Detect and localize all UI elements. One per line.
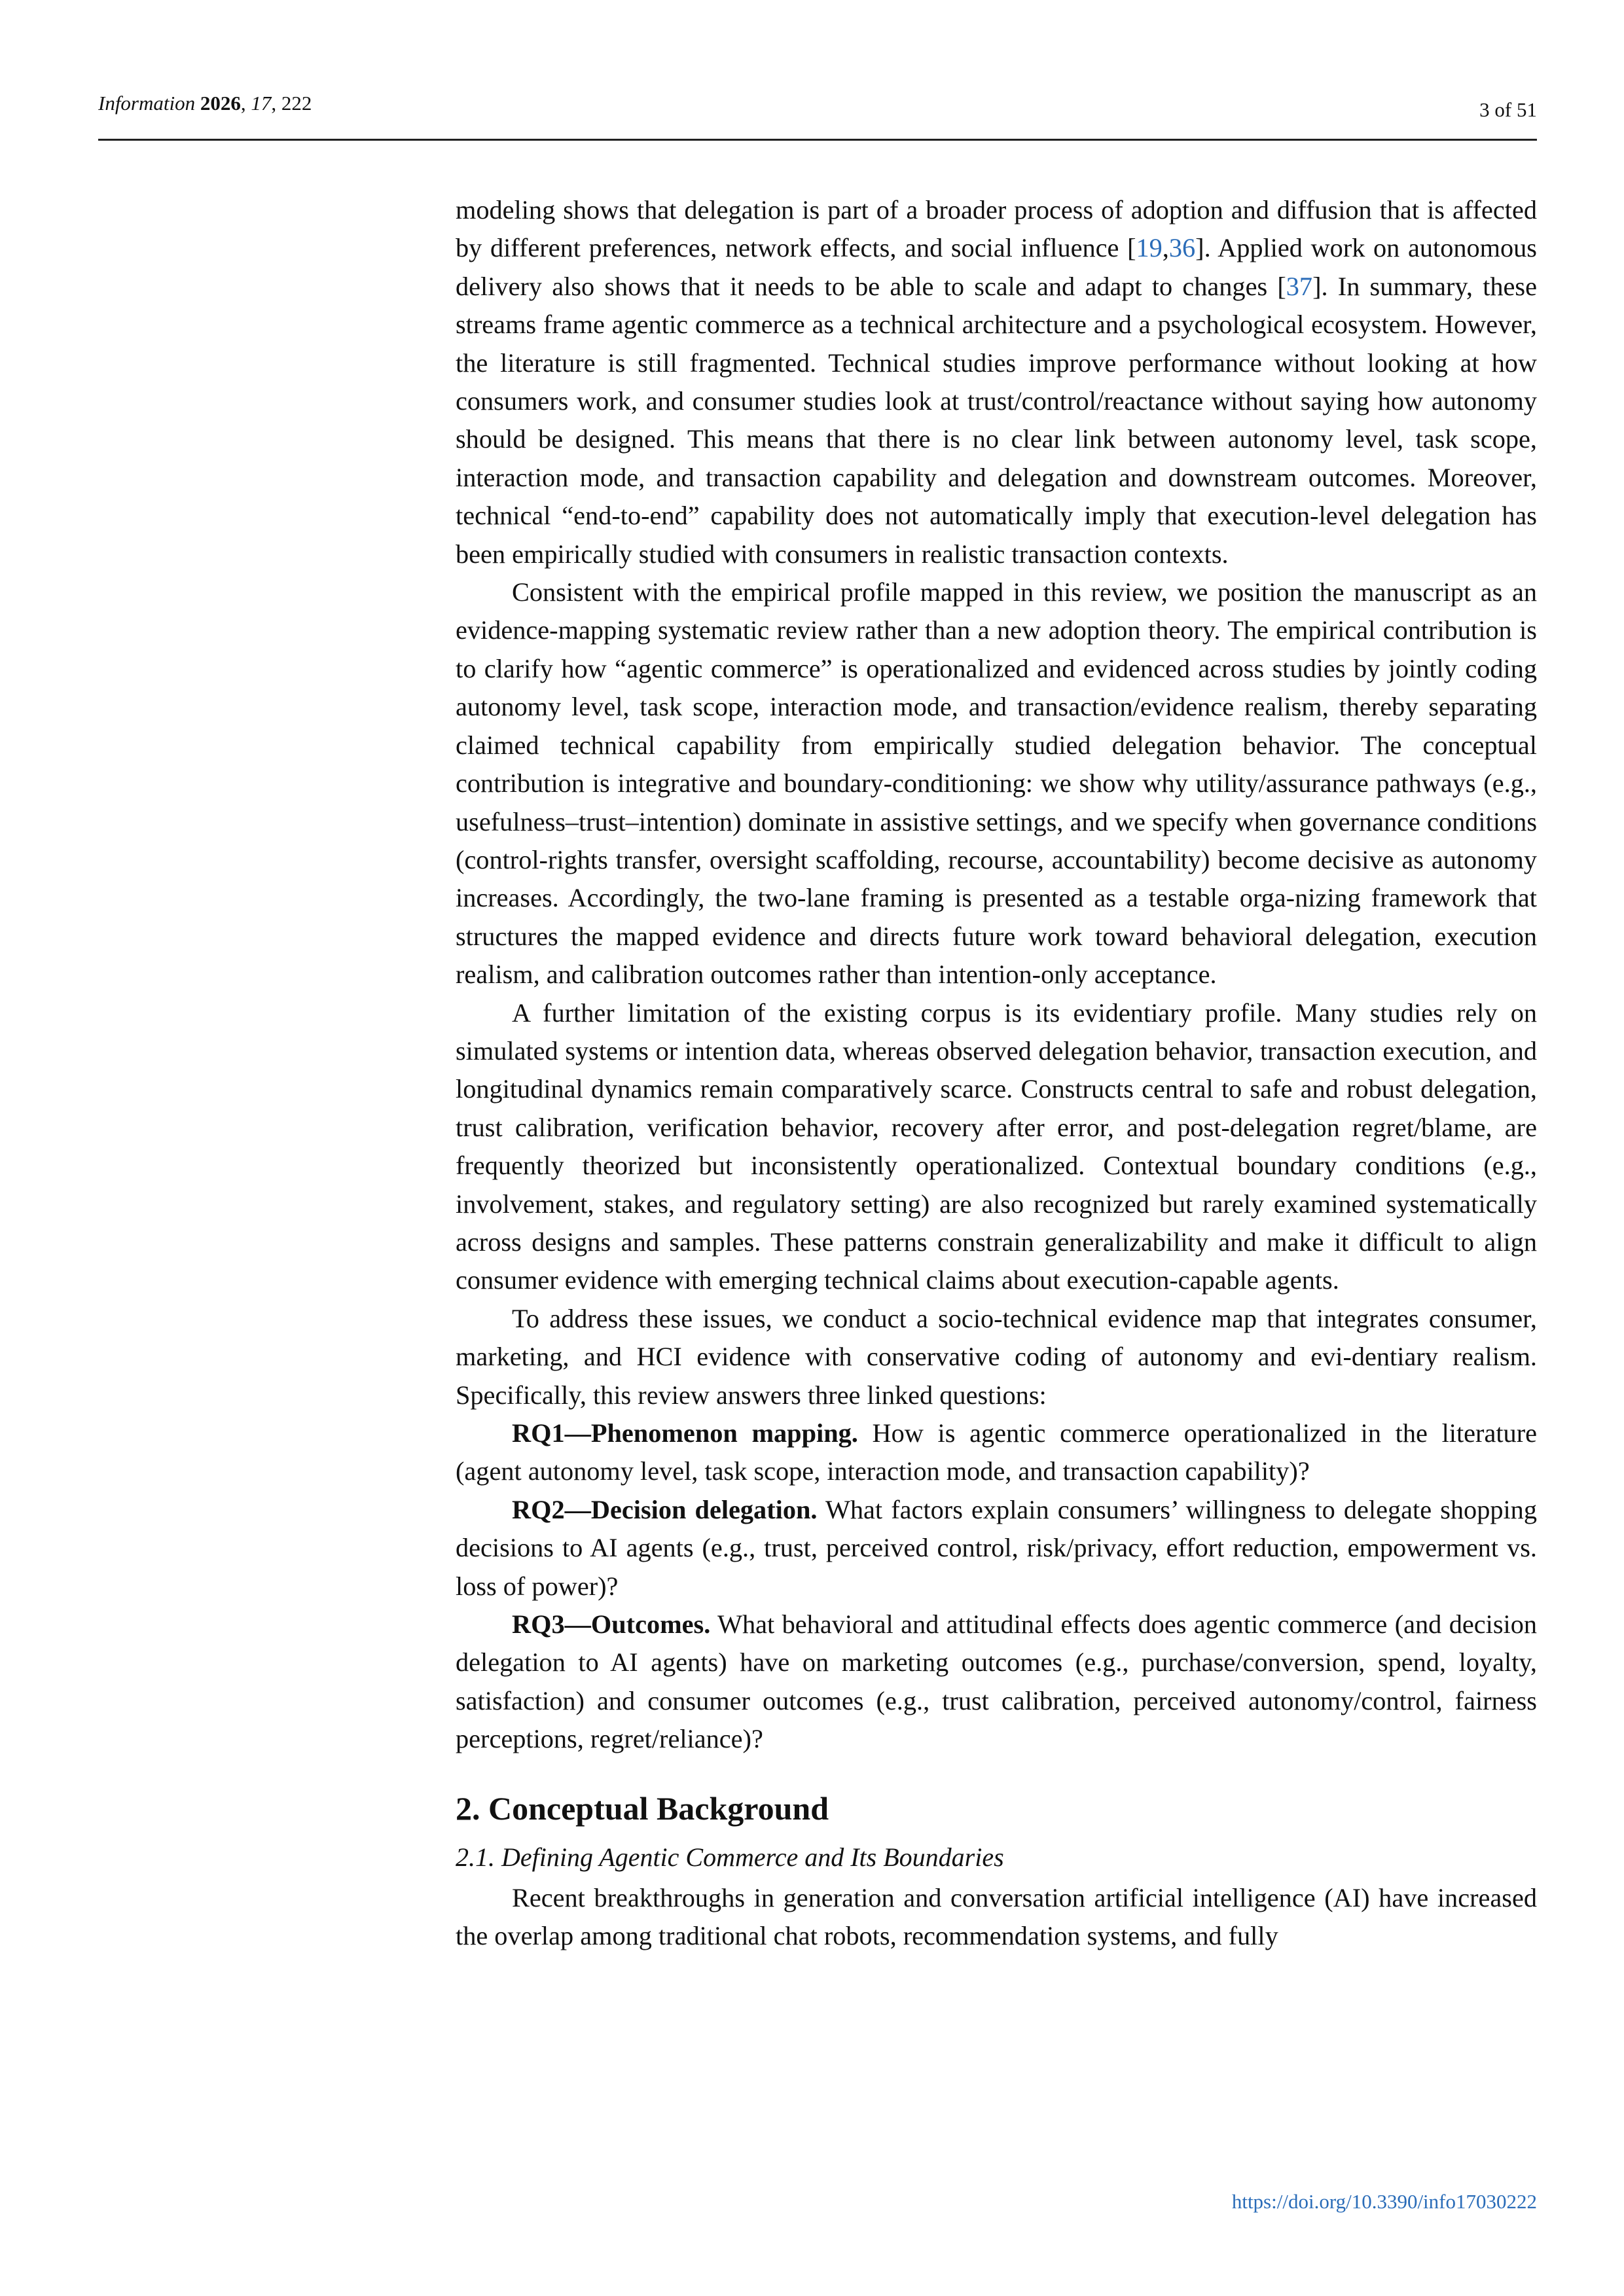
journal-citation: Information 2026, 17, 222 xyxy=(98,92,312,115)
header-rule xyxy=(98,139,1537,141)
rq2-label: RQ2—Decision delegation. xyxy=(512,1494,818,1524)
journal-name: Information xyxy=(98,92,196,115)
research-question-3 xyxy=(456,1605,1537,1759)
rq1-label: RQ1—Phenomenon mapping. xyxy=(512,1418,858,1448)
journal-volume: 17 xyxy=(251,92,272,115)
research-question-2 xyxy=(456,1491,1537,1605)
paragraph-limitations: A further limitation of the existing corpus is its evidentiary profile. Many studies rely on simulated systems or intention data, whereas observed delegation behavior, transaction execution, and longitudinal dynamics remain comparatively scarce. Constructs central to safe and robust delegation, trust calibration, verification behavior, recovery after error, and post-delegation regret/blame, are frequently theorized but inconsistently operationalized. Contextual boundary conditions (e.g., involvement, stakes, and regulatory setting) are also recognized but rarely examined systematically across designs and samples. These patterns constrain generalizability and make it difficult to align consumer evidence with emerging technical claims about execution-capable agents. xyxy=(456,997,1537,1295)
rq2-text: What factors explain consumers’ willingness to delegate shopping decisions to AI agents (e.g., trust, perceived control, risk/privacy, effort reduction, empowerment vs. loss of power)? xyxy=(456,1494,1537,1601)
citation-link-19[interactable]: 19 xyxy=(1136,233,1163,263)
running-header xyxy=(98,92,1537,131)
doi-link[interactable]: https://doi.org/10.3390/info17030222 xyxy=(1231,2190,1537,2213)
section-heading: 2. Conceptual Background xyxy=(456,1789,829,1827)
article-number: 222 xyxy=(281,92,312,115)
journal-year: 2026 xyxy=(200,92,241,115)
rq1-text: How is agentic commerce operationalized in the literature (agent autonomy level, task scope, interaction mode, and transaction capability)? xyxy=(456,1418,1538,1486)
rq3-label: RQ3—Outcomes. xyxy=(512,1609,711,1640)
main-content xyxy=(456,191,1537,1955)
paragraph-contribution: Consistent with the empirical profile mapped in this review, we position the manuscript as an evidence-mapping systematic review rather than a new adoption theory. The empirical contribution is to clarify how “agentic commerce” is operationalized and evidenced across studies by jointly coding autonomy level, task scope, interaction mode, and transaction/evidence realism, thereby separating claimed technical capability from empirically studied delegation behavior. The conceptual contribution is integrative and boundary-conditioning: we show why utility/assurance pathways (e.g., usefulness–trust–intention) dominate in assistive settings, and we specify when governance conditions (control-rights transfer, oversight scaffolding, recourse, accountability) become decisive as autonomy increases. Accordingly, the two-lane framing is presented as a testable orga-nizing framework that structures the mapped evidence and directs future work toward behavioral delegation, execution realism, and calibration outcomes rather than intention-only acceptance. xyxy=(456,577,1537,990)
subsection-heading: 2.1. Defining Agentic Commerce and Its Boundaries xyxy=(456,1842,1004,1872)
paragraph-research-questions-intro: To address these issues, we conduct a socio-technical evidence map that integrates consumer, marketing, and HCI evidence with conservative coding of autonomy and evi-dentiary realism. Specifically, this review answers three linked questions: xyxy=(456,1303,1537,1410)
citation-link-37[interactable]: 37 xyxy=(1286,271,1313,301)
page-number: 3 of 51 xyxy=(1479,98,1537,121)
citation-link-36[interactable]: 36 xyxy=(1168,233,1196,263)
research-question-1 xyxy=(456,1414,1537,1491)
paragraph-section-intro: Recent breakthroughs in generation and conversation artificial intelligence (AI) have increased the overlap among traditional chat robots, recommendation systems, and fully xyxy=(456,1882,1537,1951)
rq3-text: What behavioral and attitudinal effects does agentic commerce (and decision delegation to AI agents) have on marketing outcomes (e.g., purchase/conversion, spend, loyalty, satisfaction) and consumer outcomes (e.g., trust calibration, perceived autonomy/control, fairness perceptions, regret/reliance)? xyxy=(456,1609,1537,1754)
paragraph-continued: modeling shows that delegation is part of a broader process of adoption and diffusion that is affected by different preferences, network effects, and social influence [19,36]. Applied work on autonomous delivery also shows that it needs to be able to scale and adapt to changes [37]. In summary, these streams frame agentic commerce as a technical architecture and a psychological ecosystem. However, the literature is still fragmented. Technical studies improve performance without looking at how consumers work, and consumer studies look at trust/control/reactance without saying how autonomy should be designed. This means that there is no clear link between autonomy level, task scope, interaction mode, and transaction capability and delegation and downstream outcomes. Moreover, technical “end-to-end” capability does not automatically imply that execution-level delegation has been empirically studied with consumers in realistic transaction contexts. xyxy=(456,195,1537,569)
